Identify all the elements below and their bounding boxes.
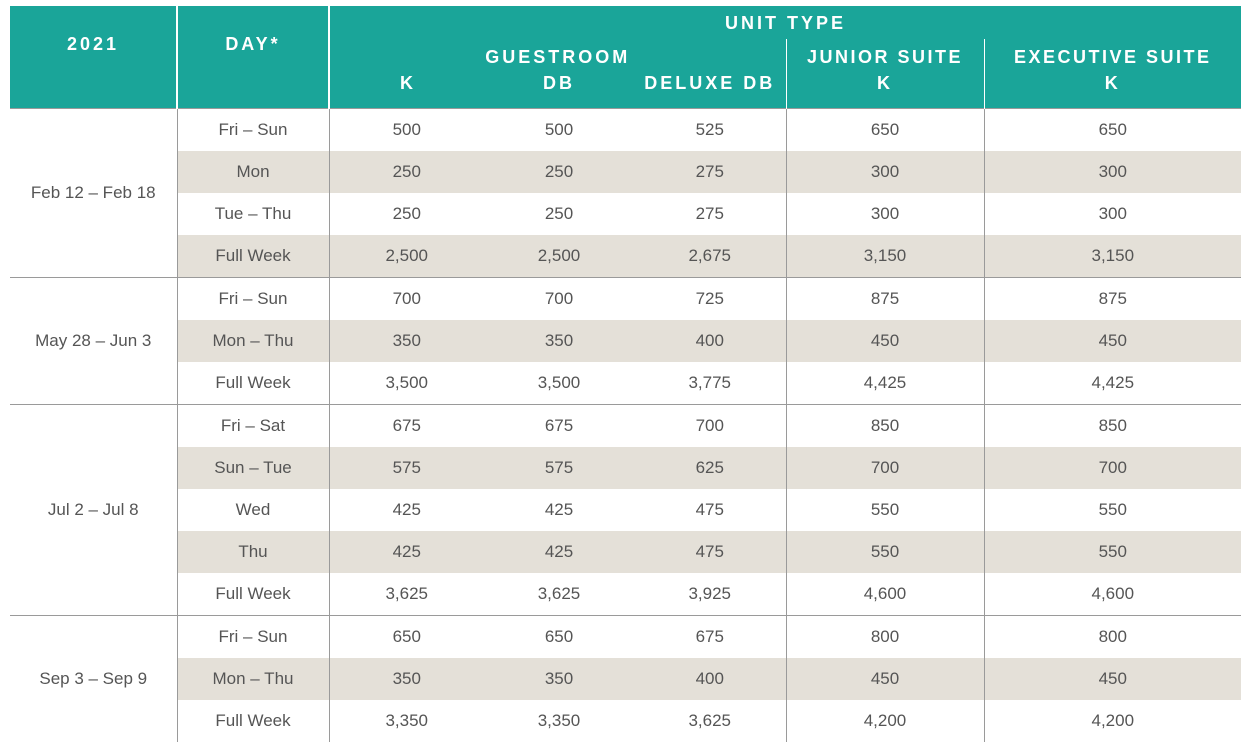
value-cell: 675 <box>329 405 484 448</box>
table-row <box>10 193 1241 235</box>
junior-suite-header: JUNIOR SUITE <box>786 39 984 70</box>
period-cell: Sep 3 – Sep 9 <box>10 616 177 743</box>
table-row <box>10 489 1241 531</box>
value-cell: 2,675 <box>634 235 786 278</box>
value-cell: 450 <box>786 658 984 700</box>
value-cell: 350 <box>484 320 634 362</box>
value-cell: 350 <box>329 658 484 700</box>
table-row <box>10 235 1241 278</box>
value-cell: 3,925 <box>634 573 786 616</box>
value-cell: 725 <box>634 278 786 321</box>
value-cell: 3,500 <box>537 373 581 392</box>
value-cell: 700 <box>786 447 984 489</box>
value-cell: 675 <box>484 405 634 448</box>
value-cell: 300 <box>786 151 984 193</box>
table-header <box>10 6 1241 109</box>
value-cell: 650 <box>786 109 984 152</box>
day-cell: Thu <box>177 531 329 573</box>
table-row <box>10 278 1241 321</box>
value-cell: 4,425 <box>786 362 984 405</box>
value-cell: 875 <box>786 278 984 321</box>
value-cell: 700 <box>484 278 634 321</box>
value-cell: 550 <box>786 531 984 573</box>
value-cell: 650 <box>484 616 634 659</box>
value-cell: 250 <box>392 204 421 223</box>
value-cell: 575 <box>484 447 634 489</box>
year-header: 2021 <box>10 6 177 70</box>
day-cell: Mon – Thu <box>177 658 329 700</box>
sub-header-k: K <box>329 70 484 109</box>
value-cell: 3,500 <box>385 373 429 392</box>
value-cell: 475 <box>634 531 786 573</box>
value-cell: 850 <box>984 405 1241 448</box>
value-cell: 450 <box>984 320 1241 362</box>
value-cell: 450 <box>984 658 1241 700</box>
value-cell: 4,600 <box>786 573 984 616</box>
value-cell: 550 <box>1098 500 1127 519</box>
value-cell: 350 <box>484 658 634 700</box>
day-cell: Fri – Sun <box>177 616 329 659</box>
guestroom-header: GUESTROOM <box>329 39 786 70</box>
day-cell: Sun – Tue <box>177 447 329 489</box>
sub-header-deluxe-db: DELUXE DB <box>634 70 786 109</box>
value-cell: 275 <box>634 193 786 235</box>
value-cell: 650 <box>984 109 1241 152</box>
table-row <box>10 109 1241 152</box>
value-cell: 250 <box>329 151 484 193</box>
value-cell: 475 <box>634 489 786 531</box>
table-row <box>10 447 1241 489</box>
sub-header-executive-k: K <box>984 70 1241 109</box>
day-cell: Tue – Thu <box>177 193 329 235</box>
value-cell: 700 <box>634 405 786 448</box>
table-row <box>10 362 1241 405</box>
value-cell: 4,200 <box>786 700 984 742</box>
value-cell: 3,150 <box>984 235 1241 278</box>
value-cell: 500 <box>484 109 634 152</box>
value-cell: 850 <box>786 405 984 448</box>
value-cell: 300 <box>1098 204 1127 223</box>
points-table <box>10 6 1241 742</box>
value-cell: 3,625 <box>385 584 429 603</box>
value-cell: 400 <box>634 658 786 700</box>
value-cell: 2,500 <box>484 235 634 278</box>
value-cell: 500 <box>329 109 484 152</box>
sub-header-junior-k: K <box>786 70 984 109</box>
value-cell: 450 <box>786 320 984 362</box>
value-cell: 3,775 <box>634 362 786 405</box>
executive-suite-header: EXECUTIVE SUITE <box>984 39 1241 70</box>
table-row <box>10 531 1241 573</box>
value-cell: 300 <box>984 151 1241 193</box>
value-cell: 4,600 <box>1091 584 1135 603</box>
day-cell: Fri – Sun <box>177 109 329 152</box>
value-cell: 3,150 <box>786 235 984 278</box>
day-cell: Wed <box>177 489 329 531</box>
value-cell: 575 <box>329 447 484 489</box>
day-cell: Mon – Thu <box>177 320 329 362</box>
value-cell: 550 <box>786 489 984 531</box>
table-row <box>10 658 1241 700</box>
table-body <box>10 109 1241 743</box>
day-cell: Full Week <box>177 362 329 405</box>
sub-header-db: DB <box>484 70 634 109</box>
value-cell: 400 <box>634 320 786 362</box>
table-row <box>10 573 1241 616</box>
value-cell: 250 <box>544 204 574 223</box>
value-cell: 700 <box>329 278 484 321</box>
value-cell: 550 <box>984 531 1241 573</box>
value-cell: 425 <box>544 500 574 519</box>
table-row <box>10 616 1241 659</box>
period-cell: Jul 2 – Jul 8 <box>10 405 177 616</box>
value-cell: 3,625 <box>537 584 581 603</box>
unit-type-header: UNIT TYPE <box>329 6 1241 39</box>
day-header: DAY* <box>177 6 329 70</box>
value-cell: 700 <box>984 447 1241 489</box>
value-cell: 425 <box>329 531 484 573</box>
value-cell: 250 <box>484 151 634 193</box>
value-cell: 350 <box>329 320 484 362</box>
year-header-fill <box>10 70 177 109</box>
value-cell: 3,625 <box>634 700 786 742</box>
day-cell: Full Week <box>177 235 329 278</box>
value-cell: 650 <box>329 616 484 659</box>
value-cell: 875 <box>984 278 1241 321</box>
value-cell: 4,200 <box>1091 711 1135 730</box>
day-cell: Full Week <box>177 700 329 742</box>
value-cell: 2,500 <box>329 235 484 278</box>
value-cell: 4,425 <box>1091 373 1135 392</box>
value-cell: 525 <box>634 109 786 152</box>
value-cell: 3,350 <box>537 711 581 730</box>
value-cell: 800 <box>984 616 1241 659</box>
day-header-fill <box>177 70 329 109</box>
day-cell: Mon <box>177 151 329 193</box>
value-cell: 625 <box>634 447 786 489</box>
value-cell: 425 <box>392 500 421 519</box>
period-cell: Feb 12 – Feb 18 <box>10 109 177 278</box>
table-row <box>10 320 1241 362</box>
value-cell: 3,350 <box>385 711 429 730</box>
table-row <box>10 405 1241 448</box>
value-cell: 275 <box>634 151 786 193</box>
period-cell: May 28 – Jun 3 <box>10 278 177 405</box>
value-cell: 675 <box>634 616 786 659</box>
table-row <box>10 151 1241 193</box>
value-cell: 300 <box>786 193 984 235</box>
day-cell: Fri – Sun <box>177 278 329 321</box>
day-cell: Fri – Sat <box>177 405 329 448</box>
value-cell: 800 <box>786 616 984 659</box>
table-row <box>10 700 1241 742</box>
day-cell: Full Week <box>177 573 329 616</box>
value-cell: 425 <box>484 531 634 573</box>
